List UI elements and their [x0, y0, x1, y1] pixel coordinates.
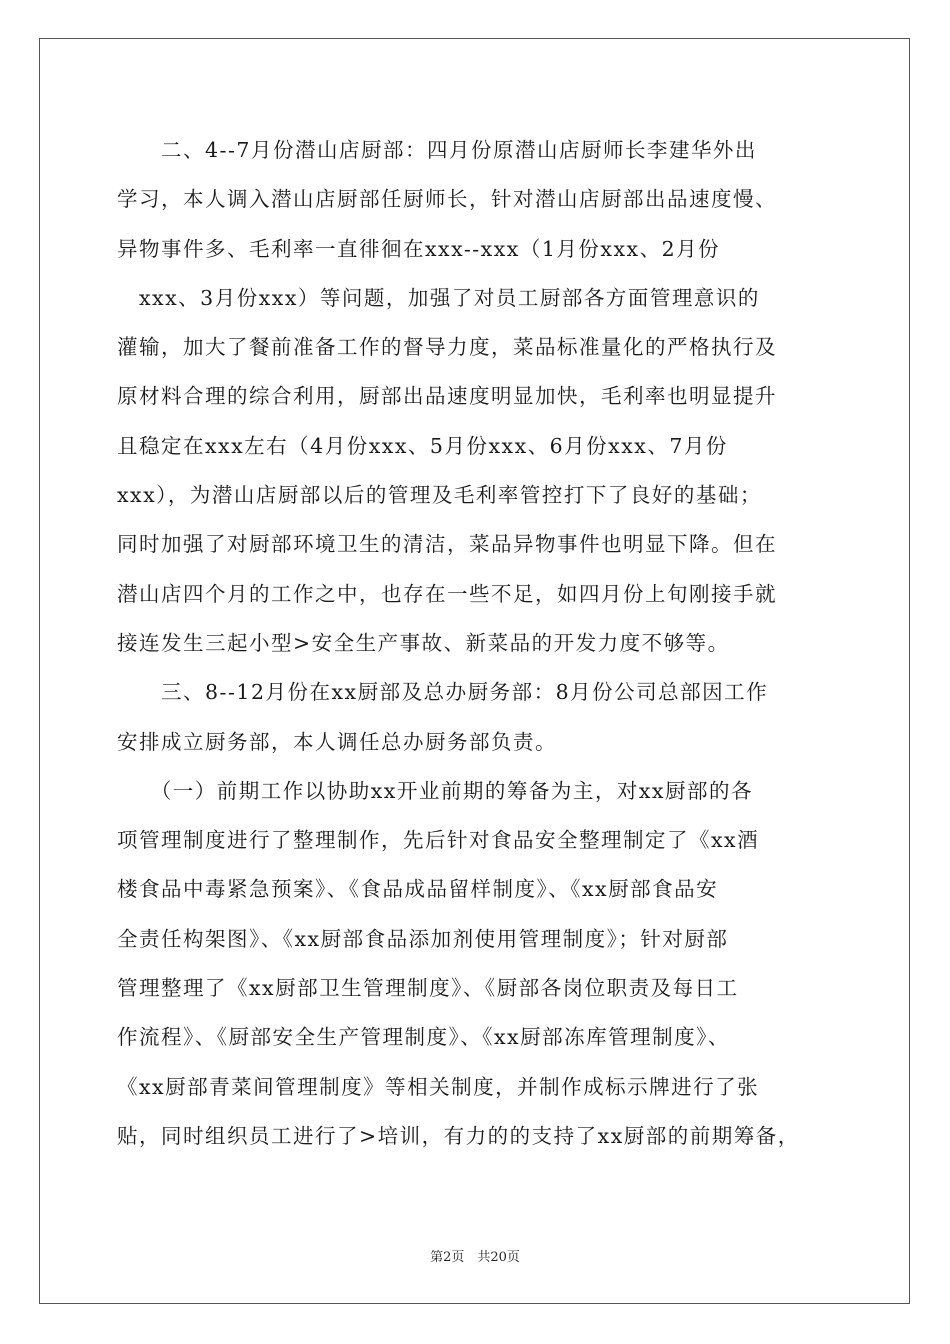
- text-line: 灌输，加大了餐前准备工作的督导力度，菜品标准量化的严格执行及: [117, 335, 777, 360]
- text-line: 作流程》、《厨部安全生产管理制度》、《xx厨部冻库管理制度》、: [117, 1025, 730, 1050]
- text-line: 全责任构架图》、《xx厨部食品添加剂使用管理制度》；针对厨部: [117, 926, 729, 951]
- text-line: 同时加强了对厨部环境卫生的清洁，菜品异物事件也明显下降。但在: [117, 532, 777, 557]
- text-line: 二、4--7月份潜山店厨部：四月份原潜山店厨师长李建华外出: [117, 138, 757, 162]
- text-line: 原材料合理的综合利用，厨部出品速度明显加快，毛利率也明显提升: [117, 384, 777, 409]
- text-line: 三、8--12月份在xx厨部及总办厨务部：8月份公司总部因工作: [117, 680, 769, 705]
- text-line: xxx），为潜山店厨部以后的管理及毛利率管控打下了良好的基础；: [117, 483, 762, 508]
- text-line: 学习，本人调入潜山店厨部任厨师长，针对潜山店厨部出品速度慢、: [117, 187, 777, 212]
- text-line: 接连发生三起小型>安全生产事故、新菜品的开发力度不够等。: [117, 630, 730, 655]
- text-line: 贴，同时组织员工进行了>培训，有力的的支持了xx厨部的前期筹备，: [117, 1123, 800, 1148]
- text-line: 异物事件多、毛利率一直徘徊在xxx--xxx（1月份xxx、2月份: [117, 236, 721, 261]
- document-body: [117, 126, 837, 1161]
- text-line: 楼食品中毒紧急预案》、《食品成品留样制度》、《xx厨部食品安: [117, 877, 719, 902]
- text-line: 项管理制度进行了整理制作，先后针对食品安全整理制定了《xx酒: [117, 828, 760, 853]
- text-line: 潜山店四个月的工作之中，也存在一些不足，如四月份上旬刚接手就: [117, 581, 777, 606]
- text-line: 管理整理了《xx厨部卫生管理制度》、《厨部各岗位职责及每日工: [117, 976, 739, 1001]
- text-line: 安排成立厨务部，本人调任总办厨务部负责。: [117, 729, 557, 754]
- text-line: xxx、3月份xxx）等问题，加强了对员工厨部各方面管理意识的: [117, 285, 760, 310]
- text-line: （一）前期工作以协助xx开业前期的筹备为主，对xx厨部的各: [117, 778, 753, 803]
- text-line: 《xx厨部青菜间管理制度》等相关制度，并制作成标示牌进行了张: [117, 1074, 760, 1099]
- text-line: 且稳定在xxx左右（4月份xxx、5月份xxx、6月份xxx、7月份: [117, 433, 728, 458]
- page-number-footer: 第2页 共20页: [430, 1250, 520, 1265]
